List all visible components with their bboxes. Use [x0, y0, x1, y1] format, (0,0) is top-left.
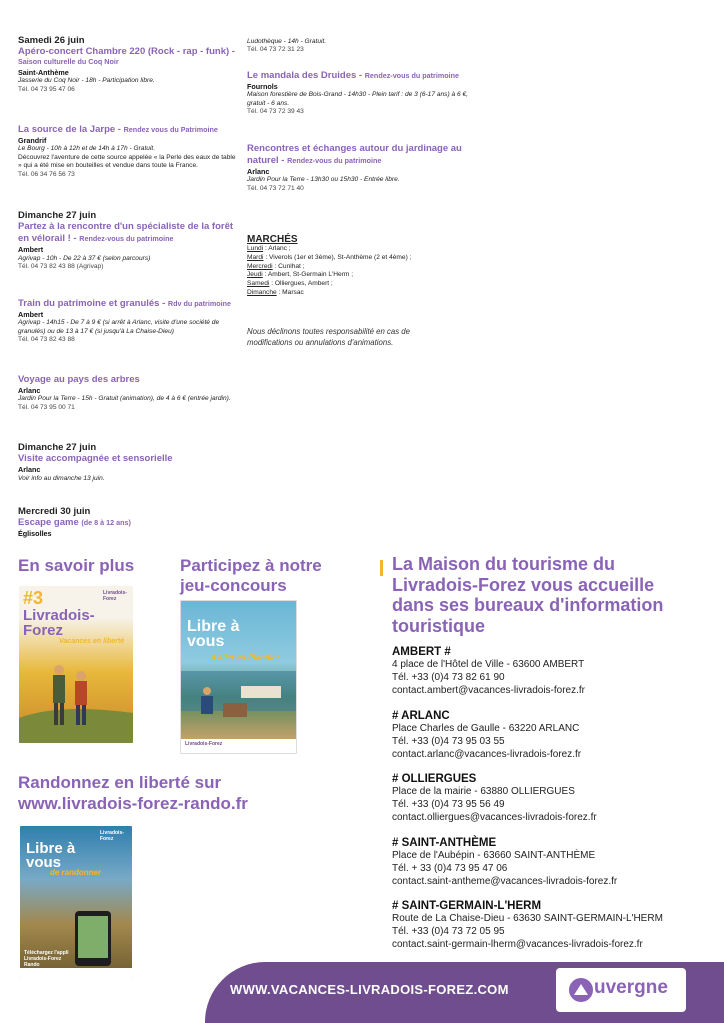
office-address: Place de la mairie - 63880 OLLIERGUES	[392, 786, 575, 797]
office-saint-germain	[392, 900, 722, 951]
markets-section	[247, 234, 467, 298]
market-line: Jeudi : Ambert, St-Germain L'Herm ;	[247, 271, 354, 279]
markets-title: MARCHÉS	[247, 234, 298, 245]
office-name: # ARLANC	[392, 710, 450, 722]
tourism-title: La Maison du tourisme du Livradois-Forez vous accueille dans ses bureaux d'information touristique	[392, 554, 664, 636]
event-jardinage	[247, 143, 469, 193]
event-ludotheque	[247, 38, 469, 55]
event-tag: Rdv du patrimoine	[167, 299, 232, 308]
brochure-cover-concours[interactable]	[180, 600, 297, 754]
event-title: Le mandala des Druides -	[247, 70, 365, 81]
event-place: Arlanc	[18, 386, 41, 395]
event-info: Le Bourg - 10h à 12h et de 14h à 17h - Gratuit.	[18, 145, 156, 153]
office-phone[interactable]: Tél. +33 (0)4 73 72 05 95	[392, 926, 505, 937]
event-place: Arlanc	[18, 465, 41, 475]
event-info: Voir info au dimanche 13 juin.	[18, 474, 105, 482]
event-escape-game	[18, 508, 244, 539]
event-phone: Tél. 04 73 72 39 43	[247, 108, 304, 116]
market-line: Samedi : Olliergues, Ambert ;	[247, 280, 333, 288]
event-phone: Tél. 04 73 72 71 40	[247, 184, 304, 192]
event-title: Rencontres et échanges autour du jardinage au naturel -	[247, 143, 462, 166]
auvergne-mark-icon	[568, 977, 594, 1003]
logo-text: uvergne	[594, 977, 668, 998]
office-name: # SAINT-GERMAIN-L'HERM	[392, 900, 542, 912]
event-info: Jasserie du Coq Noir - 18h - Participation libre.	[18, 77, 155, 85]
event-place: Églisolles	[18, 529, 52, 539]
event-phone: Tél. 06 34 76 56 73	[18, 170, 75, 178]
event-visite-sensorielle	[18, 444, 244, 483]
market-line: Mercredi : Cunlhat ;	[247, 262, 305, 270]
event-tag: Rendez-vous du patrimoine	[79, 234, 174, 244]
event-place: Arlanc	[247, 167, 270, 176]
event-date: Mercredi 30 juin	[18, 506, 91, 517]
event-title: Escape game	[18, 517, 82, 529]
cover-subtitle: Vacances en liberté	[59, 638, 125, 645]
event-tag: Rendez-vous du patrimoine	[287, 156, 382, 165]
cover-brand: Livradois-Forez	[185, 741, 223, 747]
office-phone[interactable]: Tél. +33 (0)4 73 95 56 49	[392, 799, 505, 810]
disclaimer: Nous déclinons toutes responsabilité en cas de modifications ou annulations d'animations.	[247, 327, 410, 347]
event-date: Dimanche 27 juin	[18, 210, 97, 221]
event-date: Samedi 26 juin	[18, 35, 85, 46]
event-place: Fournols	[247, 82, 278, 91]
event-voyage-arbres	[18, 374, 244, 412]
office-email[interactable]: contact.saint-antheme@vacances-livradois-forez.fr	[392, 876, 618, 887]
event-tag: Saison culturelle du Coq Noir	[18, 57, 119, 67]
office-phone[interactable]: Tél. +33 (0)4 73 82 61 90	[392, 672, 505, 683]
event-place: Ambert	[18, 245, 44, 255]
event-place: Saint-Anthème	[18, 67, 69, 77]
rando-heading[interactable]: Randonnez en liberté sur www.livradois-forez-rando.fr	[18, 773, 248, 813]
brochure-cover-rando[interactable]	[20, 826, 132, 978]
event-date: Dimanche 27 juin	[18, 442, 97, 453]
event-title: Train du patrimoine et granulés -	[18, 298, 168, 309]
event-apero-concert	[18, 37, 240, 94]
event-info: Ludothèque - 14h - Gratuit.	[247, 38, 327, 45]
event-phone: Tél. 04 73 82 43 88 (Agrivap)	[18, 263, 104, 271]
savoir-plus-heading: En savoir plus	[18, 556, 135, 575]
office-address: 4 place de l'Hôtel de Ville - 63600 AMBERT	[392, 659, 585, 670]
office-name: # SAINT-ANTHÈME	[392, 837, 497, 849]
office-phone[interactable]: Tél. +33 (0)4 73 95 03 55	[392, 736, 505, 747]
office-email[interactable]: contact.arlanc@vacances-livradois-forez.fr	[392, 749, 582, 760]
event-title: La source de la Jarpe -	[18, 124, 124, 135]
office-address: Place de l'Aubépin - 63660 SAINT-ANTHÈME	[392, 850, 596, 861]
cover-subtitle: d'aller au Plandier	[211, 653, 280, 662]
event-info: Agrivap - 14h15 - De 7 à 9 € (si arrêt à Arlanc, visite d'une société de granulés) ou de 13 à 17 € (si jusqu'à La Chaise-Dieu)	[18, 319, 220, 335]
event-velorail	[18, 212, 244, 272]
office-arlanc	[392, 710, 712, 761]
office-email[interactable]: contact.saint-germain-lherm@vacances-livradois-forez.fr	[392, 939, 643, 950]
office-email[interactable]: contact.ambert@vacances-livradois-forez.fr	[392, 685, 585, 696]
hikers-illustration-icon	[19, 648, 133, 743]
event-title: Apéro-concert Chambre 220 (Rock - rap - funk) -	[18, 46, 235, 58]
event-train-patrimoine	[18, 298, 244, 345]
market-line: Dimanche : Marsac	[247, 288, 304, 296]
event-phone: Tél. 04 73 95 00 71	[18, 403, 75, 411]
cover-number: #3	[23, 588, 44, 608]
event-tag: (de 8 à 12 ans)	[81, 518, 131, 528]
event-title: Visite accompagnée et sensorielle	[18, 453, 173, 465]
brochure-cover-livradois[interactable]	[19, 586, 133, 743]
cover-title: Libre à vous	[187, 618, 240, 650]
cover-subtitle: de randonner	[50, 868, 102, 877]
event-phone: Tél. 04 73 72 31 23	[247, 46, 304, 54]
cover-brand: Livradois-Forez	[103, 590, 127, 602]
event-info: Jardin Pour la Terre - 13h30 ou 15h30 - Entrée libre.	[247, 176, 400, 184]
office-name: # OLLIERGUES	[392, 773, 477, 785]
cover-tagline: Téléchargez l'appli Livradois-Forez Rando	[24, 950, 69, 968]
event-phone: Tél. 04 73 95 47 06	[18, 85, 75, 93]
event-title: Voyage au pays des arbres	[18, 374, 140, 385]
office-olliergues	[392, 773, 712, 824]
event-tag: Rendez-vous du patrimoine	[364, 71, 459, 80]
office-ambert	[392, 646, 712, 697]
event-tag: Rendez vous du Patrimoine	[123, 125, 218, 134]
market-line: Mardi : Viverols (1er et 3ème), St-Anthème (2 et 4ème) ;	[247, 253, 412, 261]
cover-title: Livradois-Forez	[23, 607, 95, 639]
office-saint-antheme	[392, 837, 712, 888]
footer-url[interactable]: WWW.VACANCES-LIVRADOIS-FOREZ.COM	[230, 982, 509, 997]
event-mandala-druides	[247, 70, 469, 117]
office-name: AMBERT #	[392, 646, 451, 658]
event-source-jarpe	[18, 124, 240, 179]
accent-bar	[380, 560, 383, 576]
event-info: Maison forestière de Bois-Grand - 14h30 - Plein tarif : de 3 (6-17 ans) à 6 €, gratuit - 6 ans.	[247, 91, 469, 107]
cover-brand: Livradois-Forez	[100, 830, 124, 842]
concours-heading: Participez à notre jeu-concours	[180, 556, 322, 595]
event-phone: Tél. 04 73 82 43 88	[18, 336, 75, 344]
office-address: Route de La Chaise-Dieu - 63630 SAINT-GERMAIN-L'HERM	[392, 913, 663, 924]
event-place: Ambert	[18, 310, 44, 319]
cover-title: Libre à vous	[26, 840, 76, 871]
event-place: Grandrif	[18, 136, 47, 145]
event-info: Jardin Pour la Terre - 15h - Gratuit (animation), de 4 à 6 € (entrée jardin).	[18, 395, 231, 403]
market-line: Lundi : Arlanc ;	[247, 245, 291, 252]
auvergne-logo	[556, 968, 686, 1012]
smartphone-icon	[75, 911, 111, 966]
event-description: Découvrez l'aventure de cette source appelée « la Perle des eaux de table » qui a été mise en bouteilles et vendue dans toute la France.	[18, 153, 236, 170]
office-phone[interactable]: Tél. + 33 (0)4 73 95 47 06	[392, 863, 508, 874]
event-title: Partez à la rencontre d'un spécialiste de la forêt en vélorail ! -	[18, 221, 234, 245]
office-email[interactable]: contact.olliergues@vacances-livradois-forez.fr	[392, 812, 597, 823]
office-address: Place Charles de Gaulle - 63220 ARLANC	[392, 723, 580, 734]
event-info: Agrivap - 10h - De 22 à 37 € (selon parcours)	[18, 254, 151, 262]
